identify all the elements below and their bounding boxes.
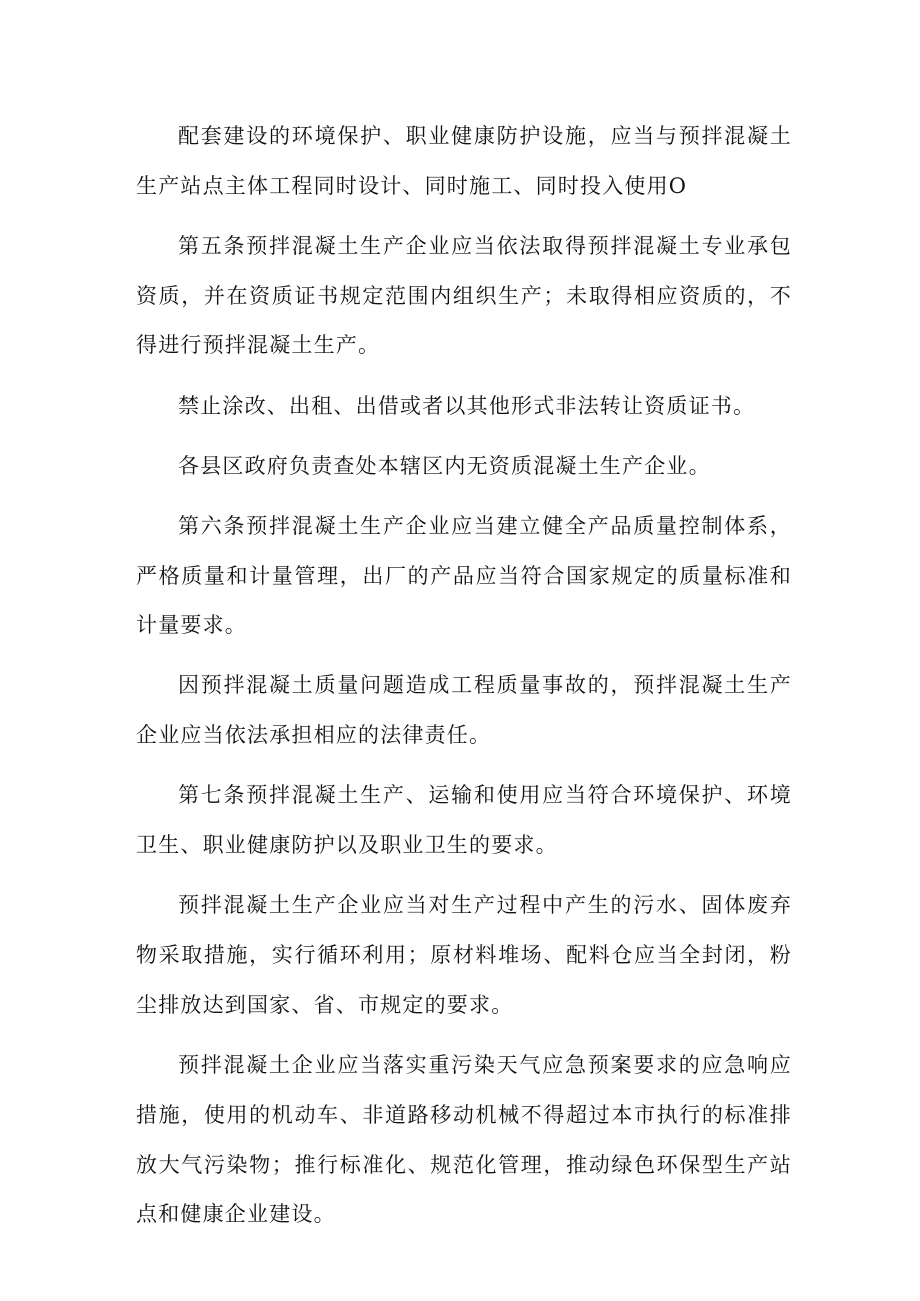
paragraph-9: 预拌混凝土企业应当落实重污染天气应急预案要求的应急响应措施，使用的机动车、非道路移动机械不得超过本市执行的标准排放大气污染物；推行标准化、规范化管理，推动绿色环保型生产站点和健康企业建设。 [136, 1052, 792, 1227]
paragraph-1: 配套建设的环境保护、职业健康防护设施，应当与预拌混凝土生产站点主体工程同时设计、同时施工、同时投入使用O [136, 124, 792, 198]
paragraph-2: 第五条预拌混凝土生产企业应当依法取得预拌混凝土专业承包资质，并在资质证书规定范围内组织生产；未取得相应资质的，不得进行预拌混凝土生产。 [136, 233, 792, 358]
paragraph-7: 第七条预拌混凝土生产、运输和使用应当符合环境保护、环境卫生、职业健康防护以及职业卫生的要求。 [136, 783, 792, 858]
paragraph-3: 禁止涂改、出租、出借或者以其他形式非法转让资质证书。 [178, 393, 756, 418]
paragraph-8: 预拌混凝土生产企业应当对生产过程中产生的污水、固体废弃物采取措施，实行循环利用；原材料堆场、配料仓应当全封闭，粉尘排放达到国家、省、市规定的要求。 [136, 893, 792, 1017]
paragraph-4: 各县区政府负责查处本辖区内无资质混凝土生产企业。 [178, 453, 711, 478]
paragraph-5: 第六条预拌混凝土生产企业应当建立健全产品质量控制体系，严格质量和计量管理，出厂的产品应当符合国家规定的质量标准和计量要求。 [136, 513, 792, 638]
document-body [136, 112, 792, 1250]
paragraph-6: 因预拌混凝土质量问题造成工程质量事故的，预拌混凝土生产企业应当依法承担相应的法律责任。 [136, 673, 792, 748]
